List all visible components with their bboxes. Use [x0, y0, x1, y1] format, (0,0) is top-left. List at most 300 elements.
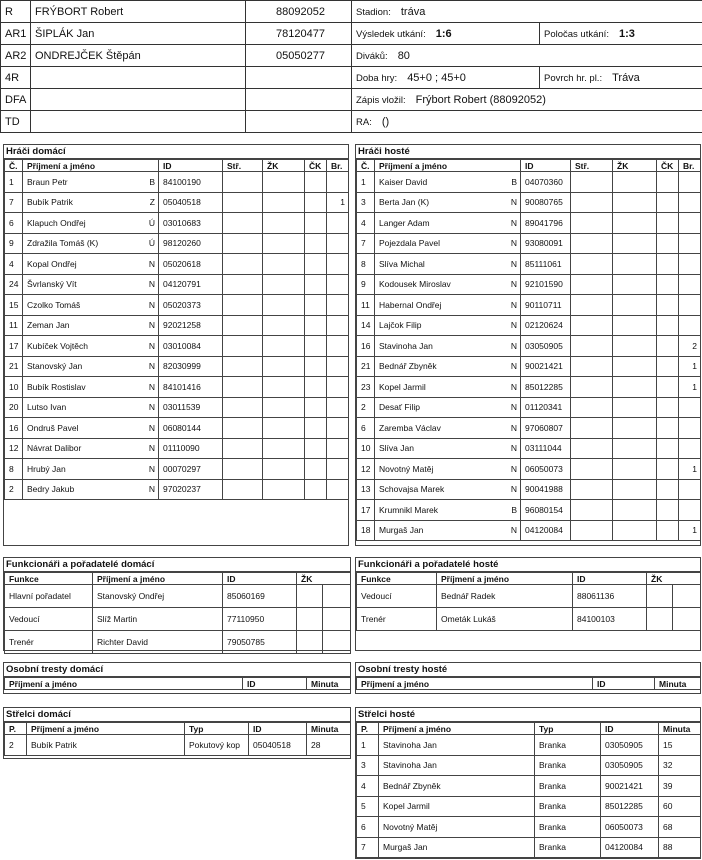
player-number: 17 [5, 336, 23, 357]
scorers-away-title: Střelci hosté [356, 708, 700, 722]
scorer-name: Murgaš Jan [379, 837, 535, 858]
player-br [327, 459, 349, 480]
player-br [679, 172, 701, 193]
referee-name [31, 67, 246, 89]
player-number: 4 [357, 213, 375, 234]
scorer-name: Stavinoha Jan [379, 755, 535, 776]
player-br: 1 [679, 520, 701, 541]
col-header: Příjmení a jméno [379, 723, 535, 735]
player-red-cell [657, 459, 679, 480]
player-yellow-cell [613, 254, 657, 275]
player-type-flag: N [148, 340, 155, 351]
player-row [357, 479, 701, 500]
col-header: Stř. [223, 160, 263, 172]
player-goals-cell [223, 336, 263, 357]
player-row [357, 213, 701, 234]
player-type-flag: N [510, 381, 517, 392]
player-yellow-cell [613, 377, 657, 398]
players-away-title: Hráči hosté [356, 145, 700, 159]
scorer-id: 03050905 [601, 735, 659, 756]
player-yellow-cell [613, 295, 657, 316]
official-extra-cell [323, 631, 351, 654]
player-red-cell [305, 418, 327, 439]
player-br [679, 254, 701, 275]
player-type-flag: N [148, 258, 155, 269]
player-name: Berta Jan (K) [379, 197, 430, 208]
scorers-home-title: Střelci domácí [4, 708, 350, 722]
player-name-cell [375, 254, 521, 275]
player-name-cell [23, 336, 159, 357]
player-red-cell [657, 479, 679, 500]
table-header-row [357, 723, 701, 735]
player-name-cell [375, 274, 521, 295]
player-name-cell [375, 315, 521, 336]
player-number: 2 [5, 479, 23, 500]
scorer-name: Novotný Matěj [379, 817, 535, 838]
player-row [5, 438, 349, 459]
player-id: 93080091 [521, 233, 571, 254]
player-goals-cell [223, 295, 263, 316]
player-type-flag: N [510, 197, 517, 208]
officials-home-box [3, 557, 351, 651]
player-goals-cell [571, 233, 613, 254]
referee-name: ONDREJČEK Štěpán [31, 45, 246, 67]
player-id: 05020618 [159, 254, 223, 275]
player-type-flag: N [148, 361, 155, 372]
scorer-type: Pokutový kop [185, 735, 249, 756]
player-type-flag: B [511, 176, 517, 187]
player-id: 04070360 [521, 172, 571, 193]
player-yellow-cell [263, 356, 305, 377]
col-header: Minuta [307, 678, 351, 690]
player-type-flag: N [148, 402, 155, 413]
player-id: 01120341 [521, 397, 571, 418]
scorers-home-table [4, 722, 351, 756]
player-goals-cell [223, 213, 263, 234]
scorer-row [5, 735, 351, 756]
scorer-name: Stavinoha Jan [379, 735, 535, 756]
player-name: Krumnikl Marek [379, 504, 439, 515]
player-name-cell [375, 233, 521, 254]
player-br [327, 233, 349, 254]
player-row [357, 500, 701, 521]
col-header: ŽK [613, 160, 657, 172]
player-goals-cell [571, 295, 613, 316]
officials-home-body [5, 585, 351, 654]
player-type-flag: N [510, 463, 517, 474]
scorer-type: Branka [535, 776, 601, 797]
player-number: 20 [5, 397, 23, 418]
player-br [679, 233, 701, 254]
player-number: 12 [5, 438, 23, 459]
player-name: Kopal Ondřej [27, 258, 77, 269]
official-extra-cell [323, 585, 351, 608]
scorer-p: 7 [357, 837, 379, 858]
player-id: 01110090 [159, 438, 223, 459]
player-red-cell [657, 418, 679, 439]
player-yellow-cell [613, 336, 657, 357]
player-id: 06050073 [521, 459, 571, 480]
player-number: 16 [5, 418, 23, 439]
player-id: 85012285 [521, 377, 571, 398]
player-type-flag: N [510, 422, 517, 433]
player-type-flag: N [510, 299, 517, 310]
scorer-minute: 28 [307, 735, 351, 756]
ra-label: RA: [356, 116, 372, 128]
stadion-value: tráva [400, 5, 426, 18]
player-yellow-cell [613, 459, 657, 480]
player-yellow-cell [613, 397, 657, 418]
referee-role: AR1 [1, 23, 31, 45]
player-goals-cell [571, 336, 613, 357]
player-id: 02120624 [521, 315, 571, 336]
player-br [679, 438, 701, 459]
player-type-flag: N [510, 217, 517, 228]
player-type-flag: N [510, 361, 517, 372]
player-br [679, 213, 701, 234]
player-type-flag: N [510, 525, 517, 536]
player-id: 90041988 [521, 479, 571, 500]
player-number: 23 [357, 377, 375, 398]
player-type-flag: N [148, 279, 155, 290]
halftime-value: 1:3 [618, 27, 635, 40]
player-row [357, 274, 701, 295]
official-role: Trenér [357, 608, 437, 631]
referee-id: 88092052 [246, 1, 352, 23]
player-id: 03111044 [521, 438, 571, 459]
player-red-cell [657, 520, 679, 541]
player-red-cell [305, 356, 327, 377]
scorers-home-body [5, 735, 351, 756]
player-row [357, 356, 701, 377]
player-yellow-cell [263, 459, 305, 480]
player-number: 21 [5, 356, 23, 377]
referee-name: ŠIPLÁK Jan [31, 23, 246, 45]
player-red-cell [305, 254, 327, 275]
player-yellow-cell [613, 274, 657, 295]
player-br [679, 500, 701, 521]
col-header: Typ [535, 723, 601, 735]
result-cell [352, 23, 540, 45]
col-header: P. [357, 723, 379, 735]
player-goals-cell [223, 459, 263, 480]
scorers-away-body [357, 735, 701, 858]
player-name-cell [23, 254, 159, 275]
player-red-cell [305, 172, 327, 193]
player-name-cell [375, 397, 521, 418]
col-header: Příjmení a jméno [437, 573, 573, 585]
player-number: 14 [357, 315, 375, 336]
officials-away-title: Funkcionáři a pořadatelé hosté [356, 558, 700, 572]
player-name-cell [375, 459, 521, 480]
player-name-cell [23, 377, 159, 398]
scorer-row [357, 776, 701, 797]
player-name: Kopel Jarmil [379, 381, 426, 392]
col-header: ID [573, 573, 647, 585]
player-id: 92021258 [159, 315, 223, 336]
player-name: Novotný Matěj [379, 463, 434, 474]
scorer-name: Kopel Jarmil [379, 796, 535, 817]
player-number: 11 [5, 315, 23, 336]
player-br [679, 192, 701, 213]
player-goals-cell [223, 274, 263, 295]
official-name: Bednář Radek [437, 585, 573, 608]
official-row [357, 608, 701, 631]
player-goals-cell [223, 233, 263, 254]
player-red-cell [305, 459, 327, 480]
player-id: 90021421 [521, 356, 571, 377]
col-header: ID [223, 573, 297, 585]
player-name: Kubíček Vojtěch [27, 340, 88, 351]
table-header-row [5, 573, 351, 585]
official-yellow-cell [647, 608, 673, 631]
player-id: 05020373 [159, 295, 223, 316]
official-row [5, 608, 351, 631]
player-type-flag: N [148, 443, 155, 454]
referee-id [246, 89, 352, 111]
table-header-row [357, 160, 701, 172]
player-row [5, 172, 349, 193]
player-row [357, 520, 701, 541]
scorer-type: Branka [535, 817, 601, 838]
scorer-minute: 15 [659, 735, 701, 756]
player-yellow-cell [613, 520, 657, 541]
player-red-cell [657, 274, 679, 295]
player-goals-cell [223, 254, 263, 275]
referee-row [1, 89, 702, 111]
player-row [5, 459, 349, 480]
official-name: Stanovský Ondřej [93, 585, 223, 608]
player-name-cell [23, 356, 159, 377]
scorer-type: Branka [535, 837, 601, 858]
scorer-id: 05040518 [249, 735, 307, 756]
player-row [5, 254, 349, 275]
official-id: 88061136 [573, 585, 647, 608]
officials-home-title: Funkcionáři a pořadatelé domácí [4, 558, 350, 572]
player-number: 3 [357, 192, 375, 213]
player-goals-cell [223, 418, 263, 439]
player-br [679, 315, 701, 336]
player-type-flag: Ú [148, 238, 155, 249]
scorer-row [357, 837, 701, 858]
player-id: 98120260 [159, 233, 223, 254]
scorer-minute: 68 [659, 817, 701, 838]
player-name: Schovajsa Marek [379, 484, 445, 495]
player-goals-cell [571, 172, 613, 193]
player-id: 97060807 [521, 418, 571, 439]
player-yellow-cell [613, 192, 657, 213]
player-goals-cell [571, 438, 613, 459]
player-number: 10 [5, 377, 23, 398]
col-header: Příjmení a jméno [357, 678, 593, 690]
player-red-cell [657, 172, 679, 193]
col-header: ID [601, 723, 659, 735]
player-name: Hrubý Jan [27, 463, 66, 474]
officials-away-body [357, 585, 701, 631]
scorer-p: 5 [357, 796, 379, 817]
player-row [5, 192, 349, 213]
col-header: Typ [185, 723, 249, 735]
player-type-flag: N [148, 381, 155, 392]
player-type-flag: N [148, 463, 155, 474]
player-br [327, 479, 349, 500]
player-br [327, 397, 349, 418]
player-number: 8 [5, 459, 23, 480]
player-goals-cell [571, 500, 613, 521]
official-row [5, 631, 351, 654]
player-type-flag: B [149, 176, 155, 187]
scorer-type: Branka [535, 796, 601, 817]
player-number: 6 [5, 213, 23, 234]
scorers-home-box [3, 707, 351, 759]
player-br [327, 438, 349, 459]
player-goals-cell [571, 315, 613, 336]
player-goals-cell [571, 192, 613, 213]
player-name-cell [23, 315, 159, 336]
player-br [679, 295, 701, 316]
official-name: Ometák Lukáš [437, 608, 573, 631]
scorer-name: Bubík Patrik [27, 735, 185, 756]
player-red-cell [305, 479, 327, 500]
scorer-id: 04120084 [601, 837, 659, 858]
player-red-cell [657, 254, 679, 275]
scorer-type: Branka [535, 755, 601, 776]
player-row [357, 418, 701, 439]
table-header-row [5, 160, 349, 172]
player-yellow-cell [263, 295, 305, 316]
player-number: 16 [357, 336, 375, 357]
player-id: 05040518 [159, 192, 223, 213]
referee-row [1, 111, 702, 133]
player-number: 12 [357, 459, 375, 480]
referee-row [1, 67, 702, 89]
player-name-cell [375, 438, 521, 459]
scorer-p: 2 [5, 735, 27, 756]
player-type-flag: N [510, 340, 517, 351]
player-row [357, 192, 701, 213]
player-yellow-cell [263, 418, 305, 439]
recorded-label: Zápis vložil: [356, 94, 406, 106]
player-yellow-cell [263, 377, 305, 398]
player-number: 2 [357, 397, 375, 418]
player-name: Švrlanský Vít [27, 279, 77, 290]
player-type-flag: N [148, 299, 155, 310]
spectators-value: 80 [397, 49, 410, 62]
player-goals-cell [571, 213, 613, 234]
player-goals-cell [223, 479, 263, 500]
player-name-cell [375, 356, 521, 377]
player-type-flag: N [148, 484, 155, 495]
player-row [357, 377, 701, 398]
col-header: Minuta [655, 678, 701, 690]
referee-row [1, 45, 702, 67]
player-type-flag: N [510, 238, 517, 249]
player-id: 92101590 [521, 274, 571, 295]
scorer-row [357, 735, 701, 756]
official-yellow-cell [297, 631, 323, 654]
player-goals-cell [571, 377, 613, 398]
referee-role: AR2 [1, 45, 31, 67]
player-id: 04120791 [159, 274, 223, 295]
player-goals-cell [223, 172, 263, 193]
player-row [5, 295, 349, 316]
player-id: 84101416 [159, 377, 223, 398]
player-name: Kodousek Miroslav [379, 279, 451, 290]
col-header: Příjmení a jméno [27, 723, 185, 735]
player-id: 90110711 [521, 295, 571, 316]
player-goals-cell [571, 418, 613, 439]
player-row [357, 315, 701, 336]
player-number: 4 [5, 254, 23, 275]
player-br [327, 295, 349, 316]
scorer-minute: 88 [659, 837, 701, 858]
player-row [5, 274, 349, 295]
player-yellow-cell [263, 315, 305, 336]
officials-away-table [356, 572, 701, 631]
player-name: Slíva Michal [379, 258, 425, 269]
spectators-label: Diváků: [356, 50, 388, 62]
player-type-flag: N [148, 422, 155, 433]
player-number: 11 [357, 295, 375, 316]
player-type-flag: N [510, 320, 517, 331]
players-home-box [3, 144, 349, 546]
player-goals-cell [571, 459, 613, 480]
player-name-cell [375, 192, 521, 213]
table-header-row [357, 678, 701, 690]
official-yellow-cell [647, 585, 673, 608]
referee-name [31, 111, 246, 133]
player-name-cell [23, 397, 159, 418]
col-header: ID [243, 678, 307, 690]
scorer-name: Bednář Zbyněk [379, 776, 535, 797]
player-br [327, 315, 349, 336]
player-type-flag: N [510, 258, 517, 269]
player-red-cell [305, 274, 327, 295]
player-name: Slíva Jan [379, 443, 414, 454]
table-header-row [5, 678, 351, 690]
player-number: 24 [5, 274, 23, 295]
col-header: Příjmení a jméno [375, 160, 521, 172]
referee-header-table [0, 0, 702, 133]
player-number: 9 [5, 233, 23, 254]
scorer-row [357, 817, 701, 838]
player-yellow-cell [613, 315, 657, 336]
player-name-cell [375, 377, 521, 398]
player-br: 1 [679, 377, 701, 398]
col-header: Minuta [659, 723, 701, 735]
player-id: 89041796 [521, 213, 571, 234]
player-br [679, 479, 701, 500]
official-role: Vedoucí [357, 585, 437, 608]
official-name: Slíž Martin [93, 608, 223, 631]
col-header: P. [5, 723, 27, 735]
col-header: Minuta [307, 723, 351, 735]
official-row [357, 585, 701, 608]
referee-row [1, 1, 702, 23]
referee-name: FRÝBORT Robert [31, 1, 246, 23]
player-row [357, 336, 701, 357]
player-row [357, 254, 701, 275]
player-row [5, 418, 349, 439]
referee-role: 4R [1, 67, 31, 89]
player-name: Stanovský Jan [27, 361, 83, 372]
player-goals-cell [571, 479, 613, 500]
player-number: 9 [357, 274, 375, 295]
player-name-cell [375, 213, 521, 234]
player-goals-cell [223, 315, 263, 336]
player-name-cell [23, 192, 159, 213]
player-red-cell [657, 233, 679, 254]
